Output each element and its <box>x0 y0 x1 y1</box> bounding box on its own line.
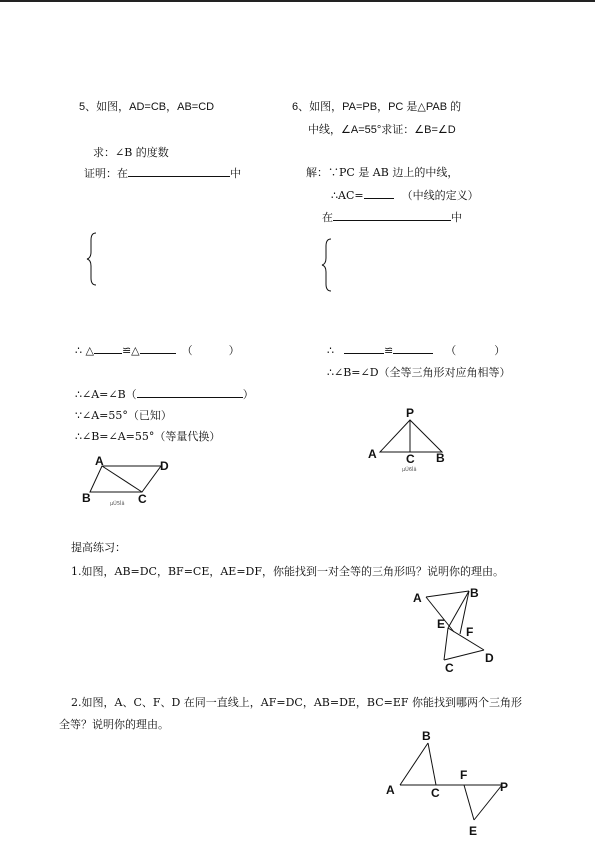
q6-result: ∴∠B=∠D（全等三角形对应角相等） <box>327 366 511 379</box>
q1-label-A: A <box>413 591 422 605</box>
q2-label-A: A <box>386 783 395 797</box>
q5-therefore-triangle: ∴ △ <box>75 344 94 357</box>
q1-seg-CD <box>444 650 484 660</box>
q5-angle-eq-end: ） <box>242 388 254 401</box>
q5-given: ∵∠A=55°（已知） <box>75 409 172 422</box>
q5-figure <box>78 452 178 512</box>
q6-title: 6、如图，PA=PB，PC 是△PAB 的 <box>292 101 462 113</box>
practice-q1-figure <box>408 580 508 680</box>
q2-label-E: E <box>469 824 478 838</box>
q5-label-A: A <box>95 454 104 468</box>
q5-ask: 求：∠B 的度数 <box>93 146 169 159</box>
q5-proof-prefix: 证明：在 <box>84 167 128 180</box>
q1-seg-EC <box>444 628 448 660</box>
q5-conclusion <box>75 343 240 358</box>
q6-title-line2: 中线，∠A=55°求证：∠B=∠D <box>308 124 456 136</box>
q2-label-P: P <box>500 780 509 794</box>
q5-congruent-sign: ≌△ <box>121 344 140 357</box>
q5-paren-left: （ <box>181 344 193 357</box>
q2-label-C: C <box>431 786 440 800</box>
q5-title: 5、如图，AD=CB，AB=CD <box>79 101 215 113</box>
q2-label-B: B <box>422 729 431 743</box>
q5-diagonal <box>102 466 142 492</box>
q6-figure <box>366 402 456 472</box>
q2-seg-AB <box>400 743 428 785</box>
q1-label-E: E <box>437 617 446 631</box>
q6-in-suffix: 中 <box>451 211 462 224</box>
q5-parallelogram <box>90 466 161 492</box>
q1-label-C: C <box>445 661 454 675</box>
q5-label-C: C <box>138 492 147 506</box>
q6-paren-right: ） <box>494 344 506 357</box>
q6-solution-3 <box>322 210 462 225</box>
q5-label-B: B <box>82 491 91 505</box>
q1-label-F: F <box>466 625 474 639</box>
q6-label-B: B <box>436 451 445 465</box>
q6-therefore: ∴ <box>327 344 334 357</box>
q1-seg-AB <box>426 591 469 597</box>
q6-label-A: A <box>368 447 377 461</box>
practice-q2-line2: 全等？说明你的理由。 <box>59 718 169 731</box>
q5-angle-eq <box>75 387 254 402</box>
q5-blank-tri1[interactable] <box>94 343 122 354</box>
q5-blank-triangles[interactable] <box>128 166 230 177</box>
q6-blank-ac[interactable] <box>364 188 394 199</box>
q6-blank-tri1[interactable] <box>344 343 384 354</box>
q6-triangle <box>380 420 442 452</box>
q5-blank-tri2[interactable] <box>140 343 176 354</box>
practice-q1: 1.如图，AB=DC，BF=CE，AE=DF，你能找到一对全等的三角形吗？说明你的理由。 <box>71 565 504 578</box>
q5-angle-eq-text: ∴∠A=∠B（ <box>75 388 137 401</box>
practice-q2-line1: 2.如图，A、C、F、D 在同一直线上，AF=DC，AB=DE，BC=EF 你能找到哪两个三角形 <box>71 696 523 709</box>
practice-q2-figure <box>384 726 519 838</box>
q6-congruent-sign: ≌ <box>384 344 394 357</box>
q6-paren-left: （ <box>445 344 457 357</box>
q5-result: ∴∠B=∠A=55°（等量代换） <box>75 430 221 443</box>
q6-solution-1: 解：∵PC 是 AB 边上的中线， <box>306 166 459 179</box>
q1-label-D: D <box>485 651 494 665</box>
q2-label-F: F <box>460 768 468 782</box>
q6-median-def: （中线的定义） <box>401 189 479 202</box>
q2-seg-FE <box>464 785 474 820</box>
q6-label-C: C <box>406 452 415 466</box>
q5-paren-right: ） <box>228 344 240 357</box>
q5-blank-angle-reason[interactable] <box>137 387 243 398</box>
q6-solution-2 <box>331 188 479 203</box>
q6-figure-caption: µÚ6Ìâ <box>402 467 417 473</box>
q5-brace-icon <box>86 232 100 286</box>
q6-ac-eq: ∴AC= <box>331 189 364 202</box>
q2-seg-BC <box>428 743 436 785</box>
q5-label-D: D <box>160 459 169 473</box>
q6-brace-icon <box>321 238 335 292</box>
q5-figure-caption: µÚ5Ìâ <box>110 501 125 507</box>
q6-blank-triangles[interactable] <box>333 210 451 221</box>
q1-seg-BE <box>448 591 469 628</box>
q2-seg-EP <box>474 785 502 820</box>
page-top-rule <box>0 0 595 2</box>
q1-label-B: B <box>470 586 479 600</box>
q5-proof-suffix: 中 <box>230 167 241 180</box>
practice-heading: 提高练习： <box>71 541 126 554</box>
q6-blank-tri2[interactable] <box>393 343 433 354</box>
q6-label-P: P <box>406 406 415 420</box>
q6-in-prefix: 在 <box>322 211 333 224</box>
q6-conclusion <box>327 343 505 358</box>
q5-proof-line <box>84 166 241 181</box>
